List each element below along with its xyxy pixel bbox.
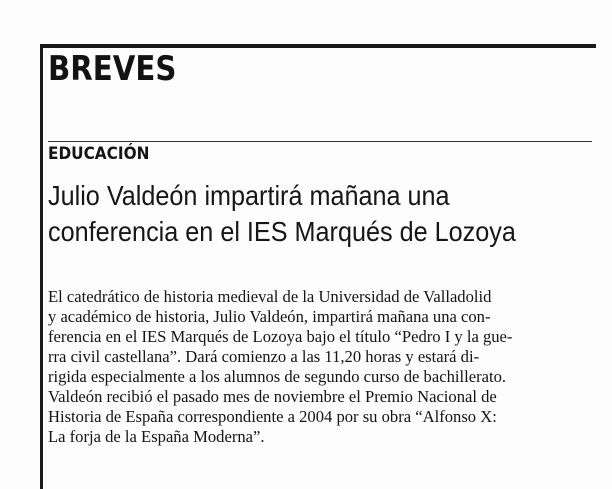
body-line: La forja de la España Moderna”. [48,427,265,446]
category-rule [48,141,592,142]
body-line: ferencia en el IES Marqués de Lozoya bajo el título “Pedro I y la gue- [48,327,513,346]
section-left-rule [40,44,43,489]
article-body [48,287,594,447]
headline-line: conferencia en el IES Marqués de Lozoya [48,216,516,247]
body-line: rigida especialmente a los alumnos de segundo curso de bachillerato. [48,367,507,386]
body-line: Valdeón recibió el pasado mes de noviembre el Premio Nacional de [48,387,497,406]
headline-line: Julio Valdeón impartirá mañana una [48,180,450,211]
article-category: EDUCACIÓN [48,144,150,164]
body-line: Historia de España correspondiente a 2004 por su obra “Alfonso X: [48,407,497,426]
body-line: El catedrático de historia medieval de la Universidad de Valladolid [48,287,492,306]
article-headline [48,178,516,250]
section-top-rule [40,44,596,48]
section-title: BREVES [48,49,177,89]
body-line: rra civil castellana”. Dará comienzo a las 11,20 horas y estará di- [48,347,480,366]
body-line: y académico de historia, Julio Valdeón, impartirá mañana una con- [48,307,491,326]
